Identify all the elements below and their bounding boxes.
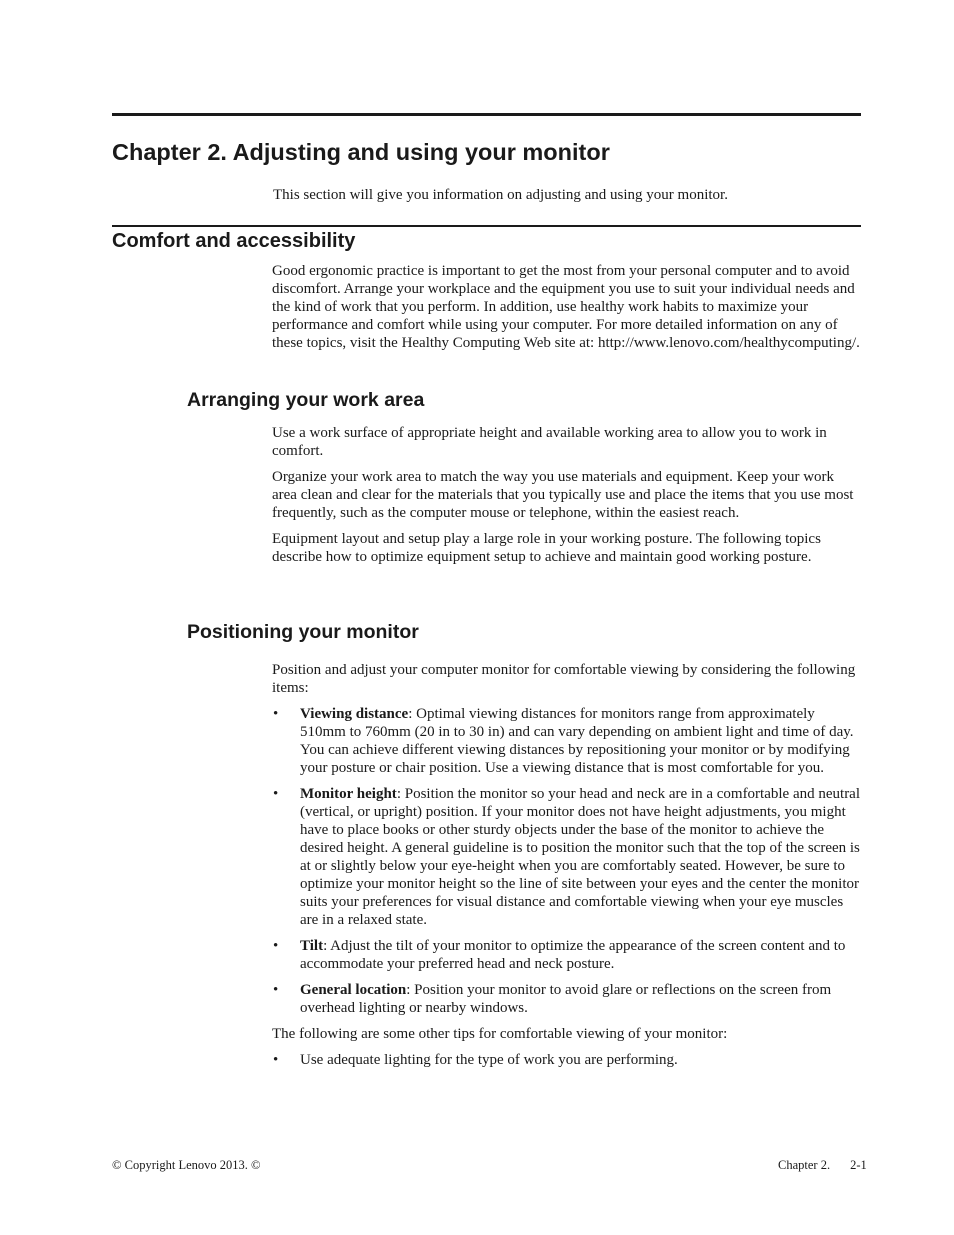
bullet-icon: • (273, 1052, 279, 1068)
item-text: : Position your monitor to avoid glare or reflections on the screen from overhead lighting or nearby windows. (300, 982, 832, 1016)
tips-list (272, 1051, 862, 1069)
bullet-icon: • (273, 982, 279, 998)
comfort-body (272, 262, 862, 360)
item-text: : Adjust the tilt of your monitor to optimize the appearance of the screen content and to accommodate your preferred head and neck posture. (300, 938, 846, 972)
item-text: : Position the monitor so your head and neck are in a comfortable and neutral (vertical, or upright) position. If your monitor does not have height adjustments, you might have to place books or other sturdy objects under the base of the monitor to achieve the desired height. A general guideline is to position the monitor such that the top of the screen is at or slightly below your eye-height when you are comfortably seated. However, be sure to optimize your monitor height so the line of site between your eyes and the center the monitor suits your preferences for visual distance and comfortable viewing when your eye muscles are in a relaxed state. (300, 786, 861, 928)
chapter-intro: This section will give you information on adjusting and using your monitor. (273, 187, 728, 203)
item-term: Tilt (300, 938, 324, 954)
chapter-title: Chapter 2. Adjusting and using your monitor (112, 139, 610, 165)
tip-text: Use adequate lighting for the type of work you are performing. (300, 1052, 678, 1068)
list-item (272, 705, 862, 777)
footer-page-number: 2-1 (850, 1158, 867, 1172)
bullet-icon: • (273, 938, 279, 954)
work-area-paragraph-2: Organize your work area to match the way you use materials and equipment. Keep your work area clean and clear for the materials that you typically use and place the items that you use most frequently, such as the computer mouse or telephone, within the easiest reach. (272, 469, 854, 521)
monitor-body (272, 661, 862, 1077)
comfort-heading: Comfort and accessibility (112, 230, 356, 252)
item-term: Monitor height (300, 786, 397, 802)
footer-page-info (778, 1157, 867, 1173)
work-area-paragraph-3: Equipment layout and setup play a large role in your working posture. The following topics describe how to optimize equipment setup to achieve and maintain good working posture. (272, 531, 821, 565)
footer-chapter: Chapter 2. (778, 1158, 831, 1172)
work-area-body (272, 424, 862, 574)
list-item (272, 785, 862, 929)
comfort-paragraph: Good ergonomic practice is important to get the most from your personal computer and to avoid discomfort. Arrange your workplace and the equipment you use to suit your individual needs and the kind of work that you perform. In addition, use healthy work habits to maximize your performance and comfort while using your computer. For more detailed information on any of these topics, visit the Healthy Computing Web site at: http://www.lenovo.com/healthycomputing/. (272, 263, 860, 351)
bullet-icon: • (273, 786, 279, 802)
item-text: : Optimal viewing distances for monitors range from approximately 510mm to 760mm (20 in to 30 in) and can vary depending on ambient light and time of day. You can achieve different viewing distances by repositioning your monitor or by modifying your posture or chair position. Use a viewing distance that is most comfortable for you. (300, 706, 854, 776)
footer-copyright: © Copyright Lenovo 2013. © (112, 1158, 261, 1172)
bullet-icon: • (273, 706, 279, 722)
section-rule (112, 225, 861, 227)
list-item (272, 981, 862, 1017)
item-term: General location (300, 982, 407, 998)
monitor-items-list (272, 705, 862, 1017)
work-area-heading: Arranging your work area (187, 389, 425, 411)
top-rule (112, 113, 861, 116)
tips-intro: The following are some other tips for comfortable viewing of your monitor: (272, 1026, 728, 1042)
list-item (272, 937, 862, 973)
monitor-heading: Positioning your monitor (187, 621, 419, 643)
item-term: Viewing distance (300, 706, 409, 722)
list-item (272, 1051, 862, 1069)
work-area-paragraph-1: Use a work surface of appropriate height and available working area to allow you to work in comfort. (272, 425, 827, 459)
monitor-intro: Position and adjust your computer monitor for comfortable viewing by considering the following items: (272, 662, 856, 696)
